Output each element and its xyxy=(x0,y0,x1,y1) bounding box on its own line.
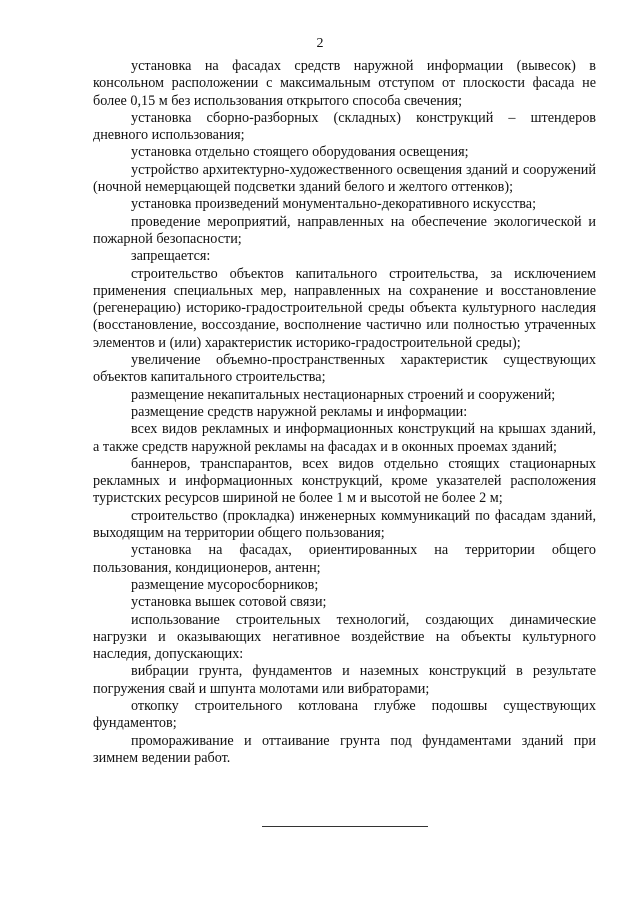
paragraph: всех видов рекламных и информационных конструкций на крышах зданий, а также средств наружной рекламы на фасадах и в оконных проемах зданий; xyxy=(93,421,596,455)
paragraph: откопку строительного котлована глубже подошвы существующих фундаментов; xyxy=(93,697,596,732)
paragraph: строительство объектов капитального строительства, за исключением применения специальных мер, направленных на сохранение и восстановление (регенерацию) историко-градостроительной среды объекта культурного наследия (восстановление, воссоздание, восполнение частично или полностью утраченных элементов и (или) характеристик историко-градостроительной среды); xyxy=(93,265,596,351)
paragraph: установка вышек сотовой связи; xyxy=(131,594,327,611)
paragraph: установка на фасадах средств наружной информации (вывесок) в консольном расположении с максимальным отступом от плоскости фасада не более 0,15 м без использования открытого способа свечения; xyxy=(93,58,596,109)
paragraph: устройство архитектурно-художественного освещения зданий и сооружений (ночной немерцающей подсветки зданий белого и желтого оттенков); xyxy=(93,161,596,196)
paragraph: использование строительных технологий, создающих динамические нагрузки и оказывающих негативное воздействие на объекты культурного наследия, допускающих: xyxy=(93,611,596,663)
paragraph: увеличение объемно-пространственных характеристик существующих объектов капитального строительства; xyxy=(93,352,596,386)
paragraph: строительство (прокладка) инженерных коммуникаций по фасадам зданий, выходящим на территории общего пользования; xyxy=(93,507,596,542)
document-body xyxy=(93,58,596,767)
paragraph: запрещается: xyxy=(131,248,211,265)
paragraph: установка отдельно стоящего оборудования освещения; xyxy=(131,144,469,161)
paragraph: баннеров, транспарантов, всех видов отдельно стоящих стационарных рекламных и информационных конструкций, кроме указателей расположения туристских ресурсов шириной не более 1 м и высотой не более 2 м; xyxy=(93,455,596,507)
paragraph: размещение средств наружной рекламы и информации: xyxy=(131,403,468,420)
end-divider-line xyxy=(262,826,428,827)
paragraph: установка на фасадах, ориентированных на территории общего пользования, кондиционеров, антенн; xyxy=(93,542,596,576)
paragraph: размещение мусоросборников; xyxy=(131,576,319,593)
page-number: 2 xyxy=(316,36,324,51)
paragraph: установка сборно-разборных (складных) конструкций – штендеров дневного использования; xyxy=(93,109,596,144)
paragraph: проведение мероприятий, направленных на обеспечение экологической и пожарной безопасности; xyxy=(93,213,596,247)
paragraph: промораживание и оттаивание грунта под фундаментами зданий при зимнем ведении работ. xyxy=(93,732,596,766)
paragraph: размещение некапитальных нестационарных строений и сооружений; xyxy=(131,386,556,403)
paragraph: вибрации грунта, фундаментов и наземных конструкций в результате погружения свай и шпунта молотами или вибраторами; xyxy=(93,663,596,697)
paragraph: установка произведений монументально-декоративного искусства; xyxy=(131,196,537,213)
